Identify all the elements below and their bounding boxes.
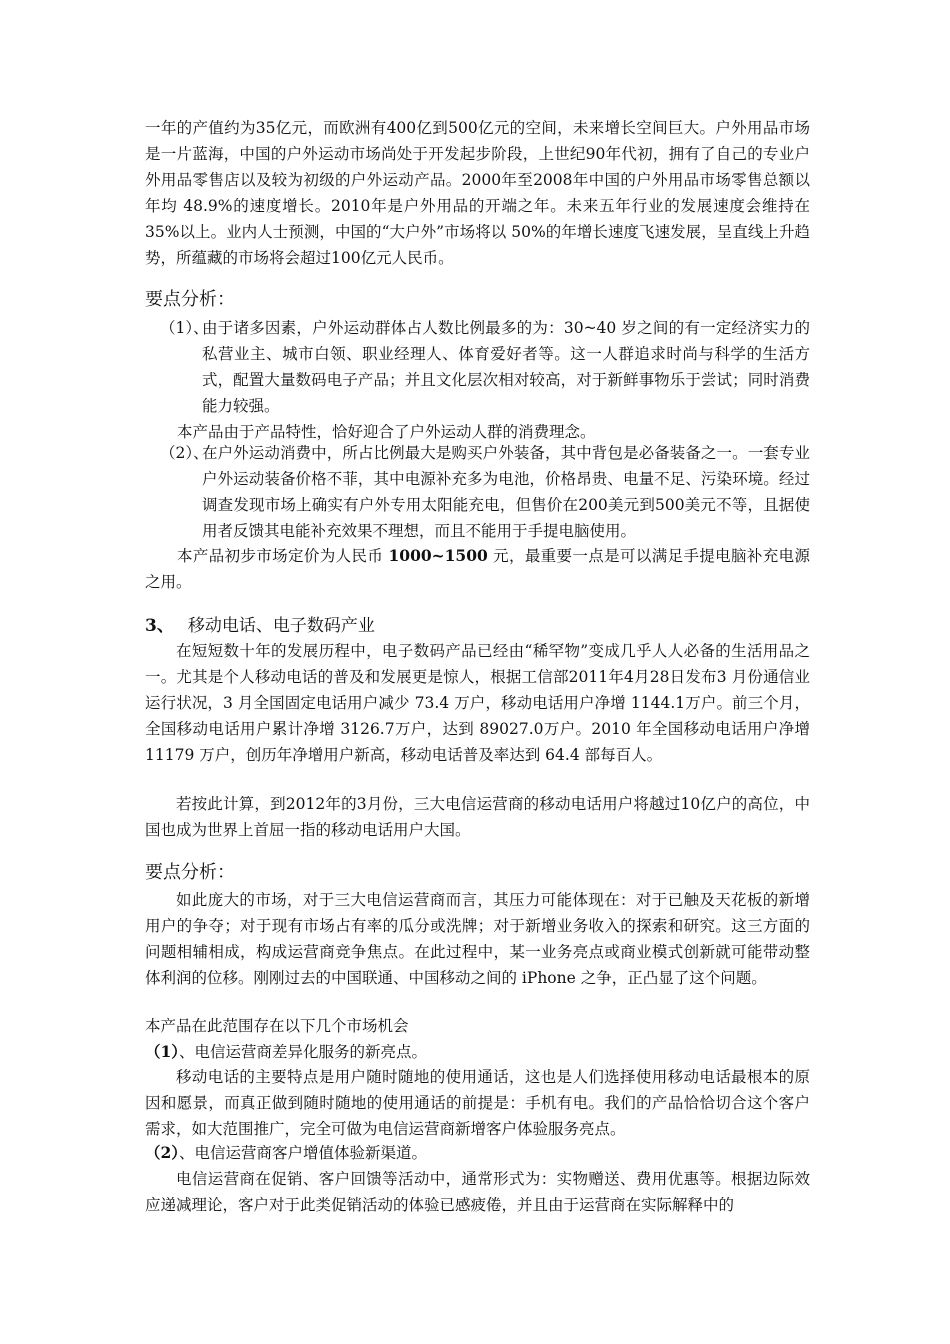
analysis-heading-2: 要点分析： xyxy=(145,862,235,883)
item-text: 在户外运动消费中，所占比例最大是购买户外装备，其中背包是必备装备之一。一套专业户外运动装备价格不菲，其中电源补充多为电池，价格昂贵、电量不足、污染环境。经过调查发现市场上确实有户外专用太阳能充电，但售价在200美元到500美元不等，且据使用者反馈其电能补充效果不理想，而且不能用于手提电脑使用。 xyxy=(202,444,810,540)
item-text: 由于诸多因素，户外运动群体占人数比例最多的为：30~40 岁之间的有一定经济实力的私营业主、城市白领、职业经理人、体育爱好者等。这一人群追求时尚与科学的生活方式，配置大量数码电子产品；并且文化层次相对较高，对于新鲜事物乐于尝试；同时消费能力较强。 xyxy=(202,319,810,415)
opportunity-number: （2） xyxy=(145,1143,180,1162)
opportunity-1-body: 移动电话的主要特点是用户随时随地的使用通话，这也是人们选择使用移动电话最根本的原因和愿景，而真正做到随时随地的使用通话的前提是：手机有电。我们的产品恰恰切合这个客户需求，如大范围推广，完全可做为电信运营商新增客户体验服务亮点。 xyxy=(145,1068,810,1138)
analysis-heading-1: 要点分析： xyxy=(145,289,235,310)
opportunities-intro: 本产品在此范围存在以下几个市场机会 xyxy=(145,1017,409,1035)
opportunity-2-body: 电信运营商在促销、客户回馈等活动中，通常形式为：实物赠送、费用优惠等。根据边际效应递减理论，客户对于此类促销活动的体验已感疲倦，并且由于运营商在实际解释中的 xyxy=(145,1170,810,1214)
item-number: （2）、 xyxy=(160,444,209,462)
analysis-item-1 xyxy=(160,315,810,419)
intro-paragraph: 一年的产值约为35亿元，而欧洲有400亿到500亿元的空间，未来增长空间巨大。户外用品市场是一片蓝海，中国的户外运动市场尚处于开发起步阶段，上世纪90年代初，拥有了自己的专业户外用品零售店以及较为初级的户外运动产品。2000年至2008年中国的户外用品市场零售总额以年均 48.9%的速度增长。2010年是户外用品的开端之年。未来五年行业的发展速度会维持在 35%以上。业内人士预测，中国的“大户外”市场将以 50%的年增长速度飞速发展，呈直线上升趋势，所蕴藏的市场将会超过100亿元人民币。 xyxy=(145,119,810,267)
section-3-paragraph-2: 若按此计算，到2012年的3月份，三大电信运营商的移动电话用户将越过10亿户的高位，中国也成为世界上首屈一指的移动电话用户大国。 xyxy=(145,795,810,839)
section-3-paragraph-1: 在短短数十年的发展历程中，电子数码产品已经由“稀罕物”变成几乎人人必备的生活用品之一。尤其是个人移动电话的普及和发展更是惊人，根据工信部2011年4月28日发布3 月份通信业运行状况，3 月全国固定电话用户减少 73.4 万户，移动电话用户净增 1144.1万户。前三个月，全国移动电话用户累计净增 3126.7万户，达到 89027.0万户。2010 年全国移动电话用户净增 11179 万户，创历年净增用户新高，移动电话普及率达到 64.4 部每百人。 xyxy=(145,642,810,764)
analysis-2-paragraph: 如此庞大的市场，对于三大电信运营商而言，其压力可能体现在：对于已触及天花板的新增用户的争夺；对于现有市场占有率的瓜分或洗牌；对于新增业务收入的探索和研究。这三方面的问题相辅相成，构成运营商竞争焦点。在此过程中，某一业务亮点或商业模式创新就可能带动整体利润的位移。刚刚过去的中国联通、中国移动之间的 iPhone 之争，正凸显了这个问题。 xyxy=(145,891,810,987)
opportunity-title-text: 、电信运营商差异化服务的新亮点。 xyxy=(179,1043,428,1061)
analysis-note-2 xyxy=(145,543,810,595)
price-range: 1000~1500 xyxy=(388,546,488,565)
analysis-note-1: 本产品由于产品特性，恰好迎合了户外运动人群的消费理念。 xyxy=(177,423,596,441)
section-number: 3、 xyxy=(145,616,174,636)
opportunity-title-text: 、电信运营商客户增值体验新渠道。 xyxy=(179,1144,428,1162)
opportunity-2-title xyxy=(145,1140,810,1166)
opportunity-1-title xyxy=(145,1039,810,1065)
note-text-b: 元，最重要一点是可以满足手提电脑补充电源之用。 xyxy=(145,547,810,591)
section-title: 移动电话、电子数码产业 xyxy=(187,616,375,636)
item-number: （1）、 xyxy=(160,319,209,337)
note-text-a: 本产品初步市场定价为人民币 xyxy=(177,547,389,565)
analysis-item-2 xyxy=(160,440,810,544)
opportunity-number: （1） xyxy=(145,1042,180,1061)
section-3-heading xyxy=(145,613,375,639)
